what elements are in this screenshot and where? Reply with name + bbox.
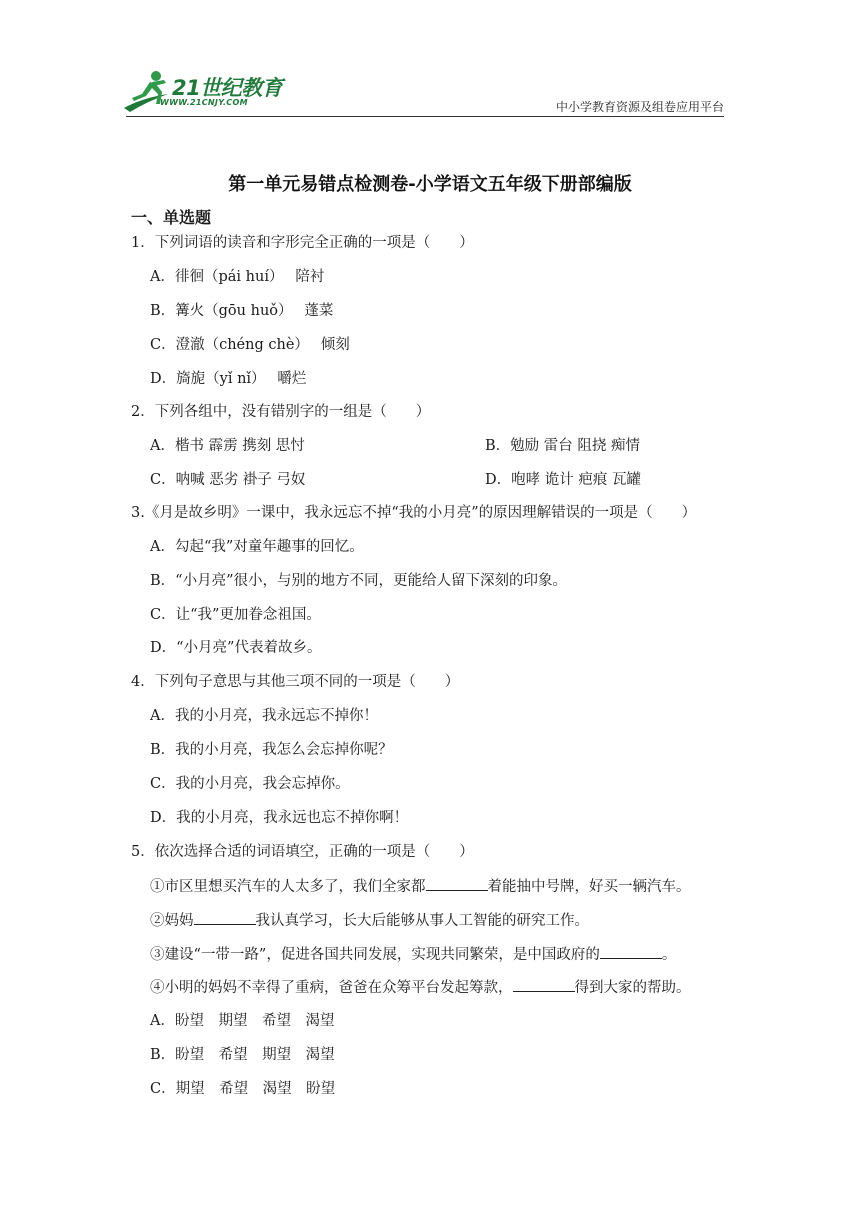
question-4-option-b[interactable]: B．我的小月亮，我怎么会忘掉你呢？	[150, 742, 393, 758]
runner-logo-icon	[122, 68, 174, 114]
question-2-stem: 2．下列各组中，没有错别字的一组是（ ）	[131, 404, 431, 420]
question-2-option-a[interactable]: A．楷书 霹雳 携刻 思忖	[150, 438, 305, 454]
page-title: 第一单元易错点检测卷-小学语文五年级下册部编版	[228, 174, 632, 195]
sentence-4-part-b: 得到大家的帮助。	[574, 980, 691, 996]
question-3-option-d[interactable]: D．“小月亮”代表着故乡。	[150, 640, 322, 656]
fill-blank-1[interactable]	[426, 876, 488, 891]
question-1-stem: 1．下列词语的读音和字形完全正确的一项是（ ）	[131, 235, 474, 251]
header-divider	[126, 116, 724, 117]
sentence-3-part-a: ③建设“一带一路”，促进各国共同发展，实现共同繁荣，是中国政府的	[150, 947, 600, 963]
question-1-option-b[interactable]: B．篝火（gōu huǒ） 蓬菜	[150, 303, 334, 319]
question-4-stem: 4．下列句子意思与其他三项不同的一项是（ ）	[131, 674, 460, 690]
question-3-option-a[interactable]: A．勾起“我”对童年趣事的回忆。	[150, 539, 364, 555]
question-5-option-b[interactable]: B．盼望 希望 期望 渴望	[150, 1047, 335, 1063]
fill-blank-2[interactable]	[194, 910, 256, 925]
sentence-2-part-a: ②妈妈	[150, 913, 194, 929]
site-logo[interactable]	[122, 68, 292, 114]
sentence-3-part-b: 。	[661, 947, 677, 963]
question-4-option-a[interactable]: A．我的小月亮，我永远忘不掉你！	[150, 708, 378, 724]
question-3-option-c[interactable]: C．让“我”更加眷念祖国。	[150, 607, 321, 623]
question-2-option-c[interactable]: C．呐喊 恶劣 褂子 弓奴	[150, 472, 306, 488]
section-heading: 一、单选题	[131, 208, 212, 227]
question-5-stem: 5．依次选择合适的词语填空，正确的一项是（ ）	[131, 844, 474, 860]
sentence-4-part-a: ④小明的妈妈不幸得了重病，爸爸在众筹平台发起筹款，	[150, 980, 513, 996]
question-2-option-d[interactable]: D．咆哮 诡计 疤痕 瓦罐	[485, 472, 641, 488]
question-5-sentence-2	[150, 910, 589, 931]
page-header	[0, 0, 860, 120]
question-5-sentence-1	[150, 876, 691, 897]
question-3-option-b[interactable]: B．“小月亮”很小，与别的地方不同，更能给人留下深刻的印象。	[150, 573, 567, 589]
question-2-option-b[interactable]: B．勉励 雷台 阻挠 痴情	[485, 438, 640, 454]
question-1-option-c[interactable]: C．澄澈（chéng chè） 倾刻	[150, 337, 350, 353]
question-4-option-d[interactable]: D．我的小月亮，我永远也忘不掉你啊！	[150, 810, 409, 826]
question-3-stem: 3.《月是故乡明》一课中，我永远忘不掉“我的小月亮”的原因理解错误的一项是（ ）	[131, 505, 697, 521]
question-1-option-d[interactable]: D．旖旎（yǐ nǐ） 嚼烂	[150, 371, 307, 387]
question-5-sentence-3	[150, 944, 676, 965]
logo-url: WWW.21CNJY.COM	[160, 98, 248, 107]
question-5-option-c[interactable]: C．期望 希望 渴望 盼望	[150, 1081, 336, 1097]
sentence-1-part-a: ①市区里想买汽车的人太多了，我们全家都	[150, 879, 426, 895]
question-1-option-a[interactable]: A．徘徊（pái huí） 陪衬	[150, 269, 325, 285]
fill-blank-4[interactable]	[513, 977, 575, 992]
sentence-2-part-b: 我认真学习，长大后能够从事人工智能的研究工作。	[255, 913, 589, 929]
question-5-option-a[interactable]: A．盼望 期望 希望 渴望	[150, 1013, 335, 1029]
question-4-option-c[interactable]: C．我的小月亮，我会忘掉你。	[150, 776, 350, 792]
sentence-1-part-b: 着能抽中号牌，好买一辆汽车。	[487, 879, 691, 895]
fill-blank-3[interactable]	[600, 944, 662, 959]
platform-label: 中小学教育资源及组卷应用平台	[555, 100, 724, 114]
question-5-sentence-4	[150, 977, 691, 998]
logo-text: 21世纪教育	[172, 76, 283, 100]
